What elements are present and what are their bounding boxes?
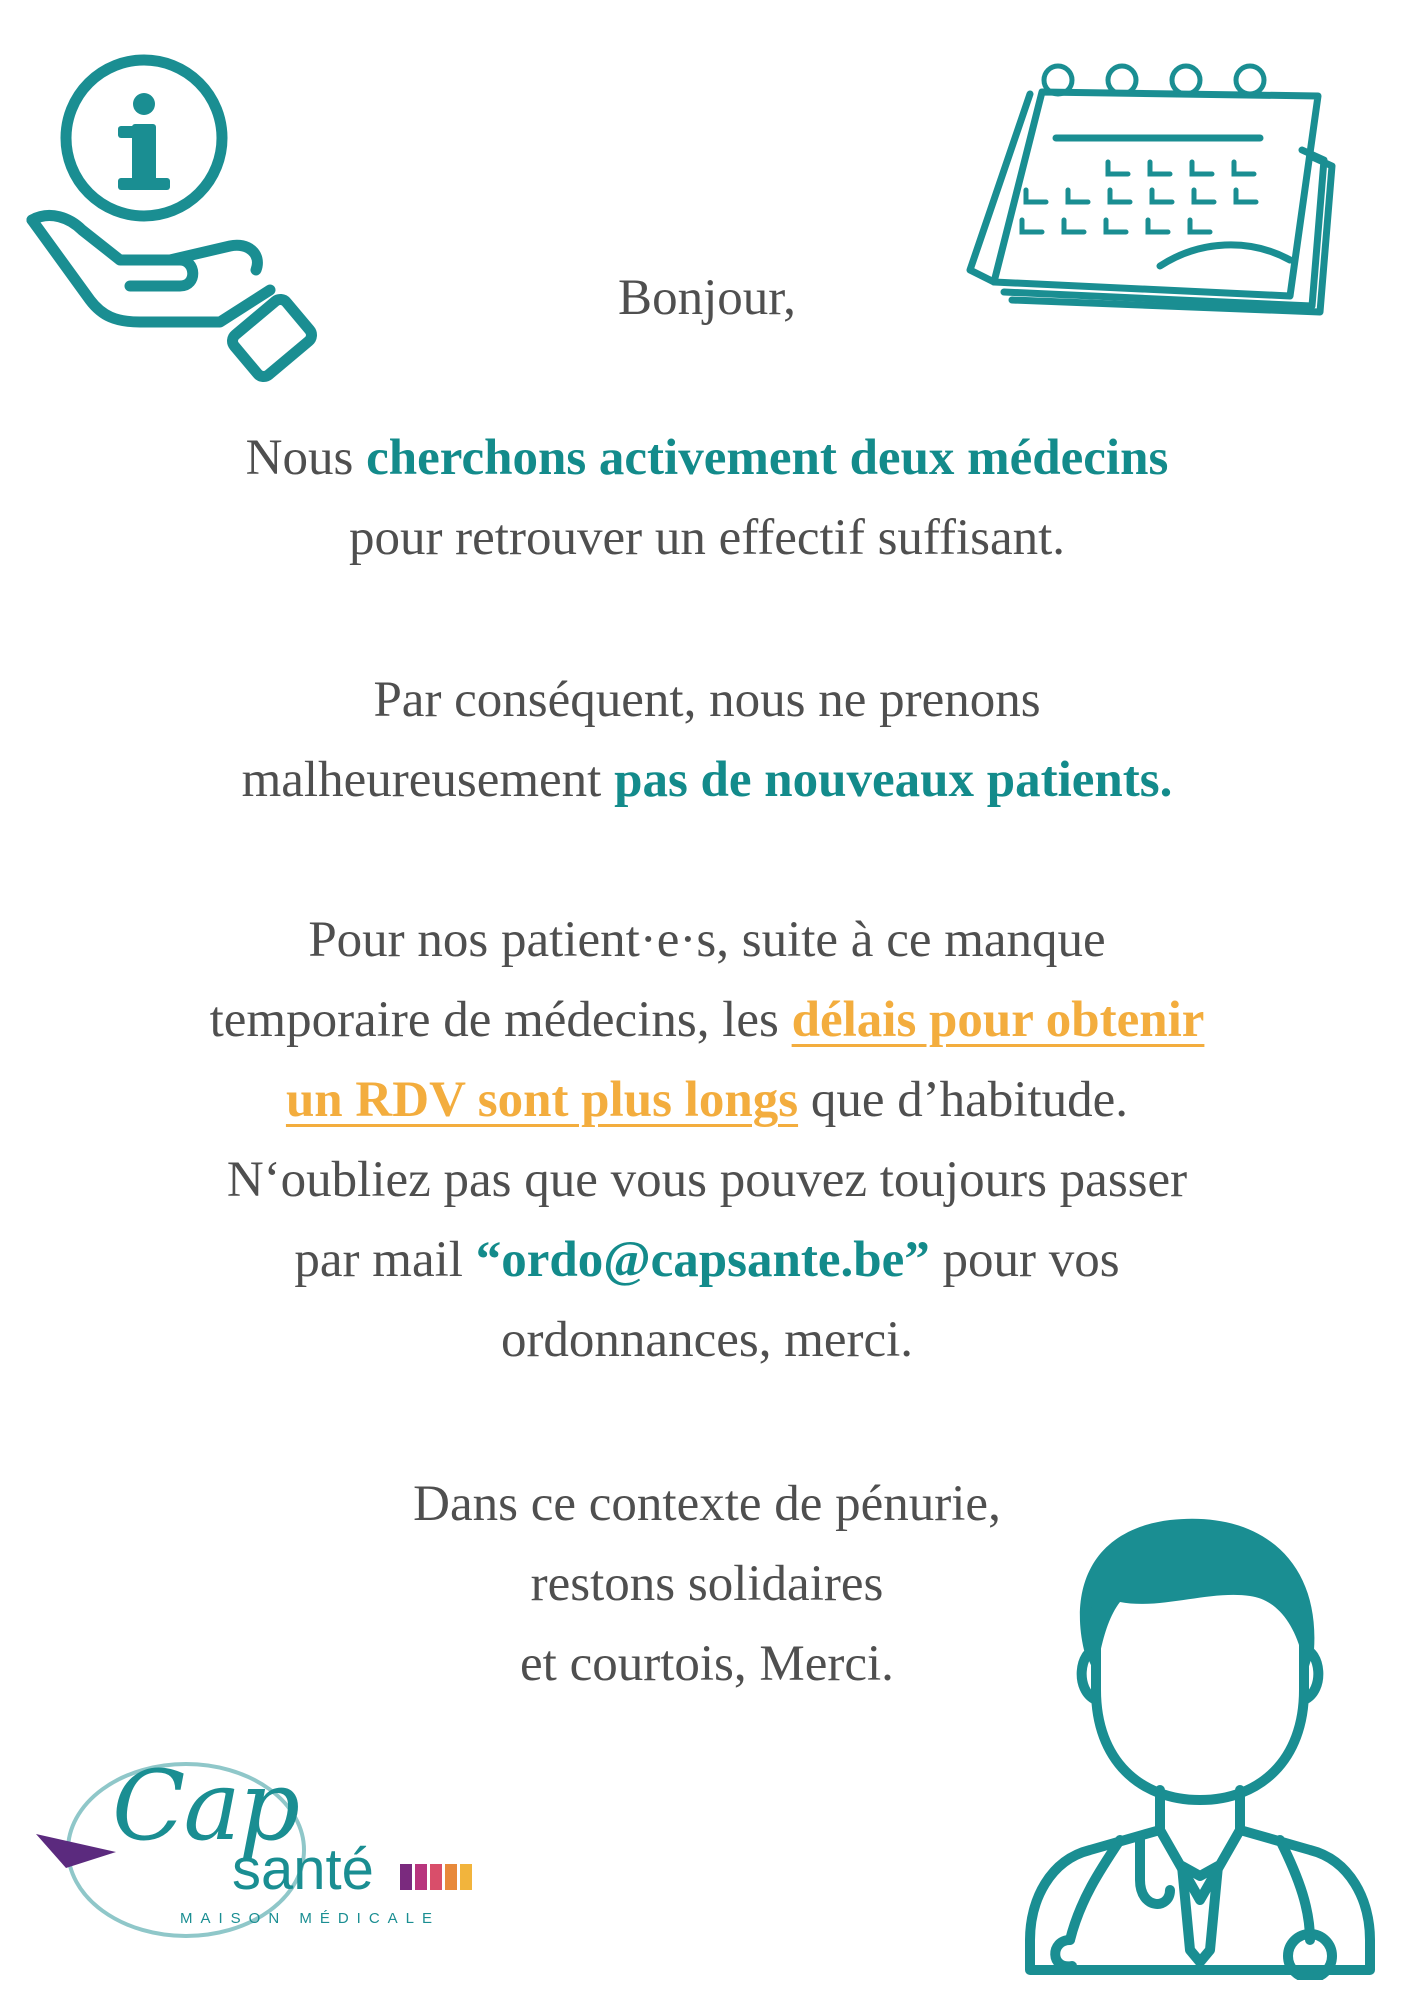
paragraph-no-new-patients <box>0 660 1414 820</box>
warning-delays-2: un RDV sont plus longs <box>285 1072 799 1128</box>
logo-script-text: Cap <box>112 1750 299 1862</box>
text-line: pour retrouver un effectif suffisant. <box>348 510 1066 566</box>
highlight-recruitment: cherchons activement deux médecins <box>366 430 1169 486</box>
logo-subtitle: MAISON MÉDICALE <box>180 1910 441 1927</box>
text-line: N‘oubliez pas que vous pouvez toujours passer <box>226 1152 1188 1208</box>
logo-word: santé <box>232 1837 374 1902</box>
text-segment: malheureusement <box>241 752 615 808</box>
email-address[interactable]: “ordo@capsante.be” <box>475 1232 930 1288</box>
text-line: Pour nos patient·e·s, suite à ce manque <box>308 912 1106 968</box>
paragraph-delays <box>0 900 1414 1380</box>
paragraph-recruitment <box>0 418 1414 578</box>
info-hand-icon <box>20 50 340 390</box>
greeting <box>0 258 1414 338</box>
text-segment: que d’habitude. <box>798 1072 1129 1128</box>
text-segment: pour vos <box>929 1232 1120 1288</box>
text-line: ordonnances, merci. <box>500 1312 914 1368</box>
text-segment: temporaire de médecins, les <box>209 992 792 1048</box>
warning-delays-1: délais pour obtenir <box>791 992 1205 1048</box>
logo-color-bars <box>400 1864 475 1890</box>
highlight-no-new-patients: pas de nouveaux patients. <box>614 752 1173 808</box>
text-line: restons solidaires <box>530 1556 884 1612</box>
text-segment: par mail <box>294 1232 476 1288</box>
capsante-logo <box>36 1750 506 1950</box>
doctor-icon <box>1010 1500 1390 1980</box>
text-line: et courtois, Merci. <box>520 1636 894 1692</box>
text-segment: Nous <box>245 430 367 486</box>
text-line: Par conséquent, nous ne prenons <box>373 672 1041 728</box>
greeting-text: Bonjour, <box>618 270 796 326</box>
text-line: Dans ce contexte de pénurie, <box>413 1476 1001 1532</box>
